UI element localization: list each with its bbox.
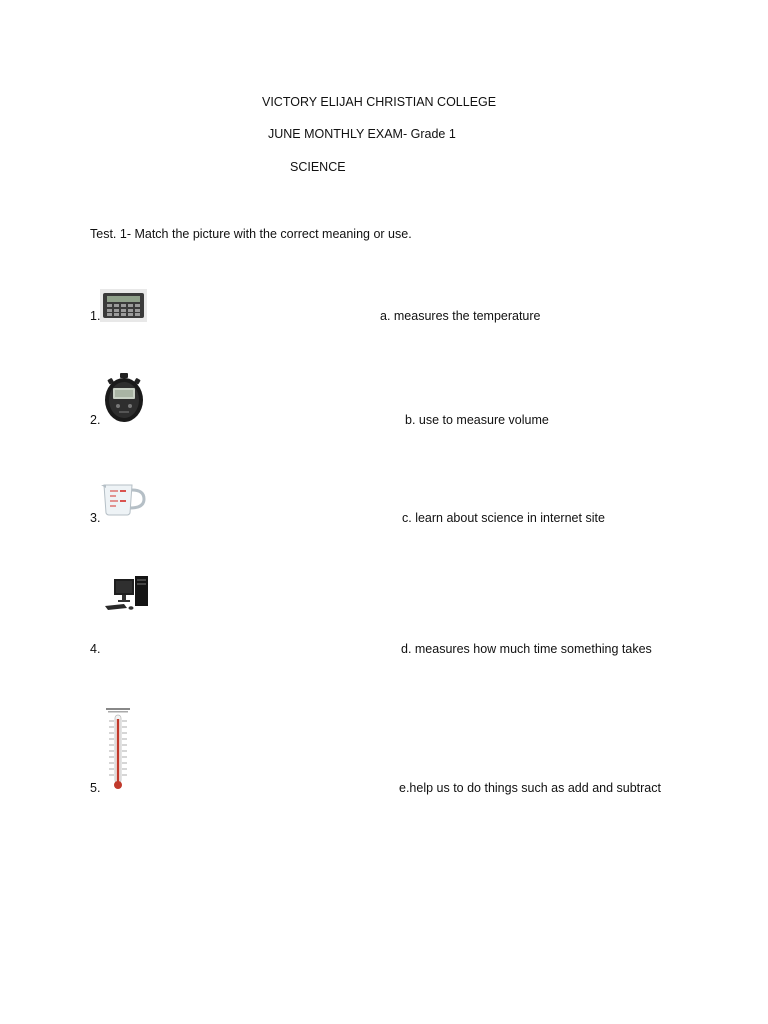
computer-icon — [104, 575, 150, 611]
choice-d: d. measures how much time something takes — [401, 642, 652, 656]
choice-b: b. use to measure volume — [405, 413, 549, 427]
item-number-1: 1. — [90, 309, 101, 323]
test-instruction: Test. 1- Match the picture with the correct meaning or use. — [90, 227, 412, 241]
thermometer-icon — [104, 707, 132, 791]
exam-title: JUNE MONTHLY EXAM- Grade 1 — [268, 127, 456, 141]
item-number-4: 4. — [90, 642, 101, 656]
school-name: VICTORY ELIJAH CHRISTIAN COLLEGE — [262, 95, 497, 109]
item-number-5: 5. — [90, 781, 101, 795]
stopwatch-icon — [104, 373, 144, 425]
subject-title: SCIENCE — [290, 160, 346, 174]
measuring-cup-icon — [100, 482, 146, 516]
item-number-2: 2. — [90, 413, 101, 427]
choice-c: c. learn about science in internet site — [402, 511, 605, 525]
calculator-icon — [100, 289, 147, 322]
choice-e: e.help us to do things such as add and subtract — [399, 781, 661, 795]
choice-a: a. measures the temperature — [380, 309, 541, 323]
item-number-3: 3. — [90, 511, 101, 525]
